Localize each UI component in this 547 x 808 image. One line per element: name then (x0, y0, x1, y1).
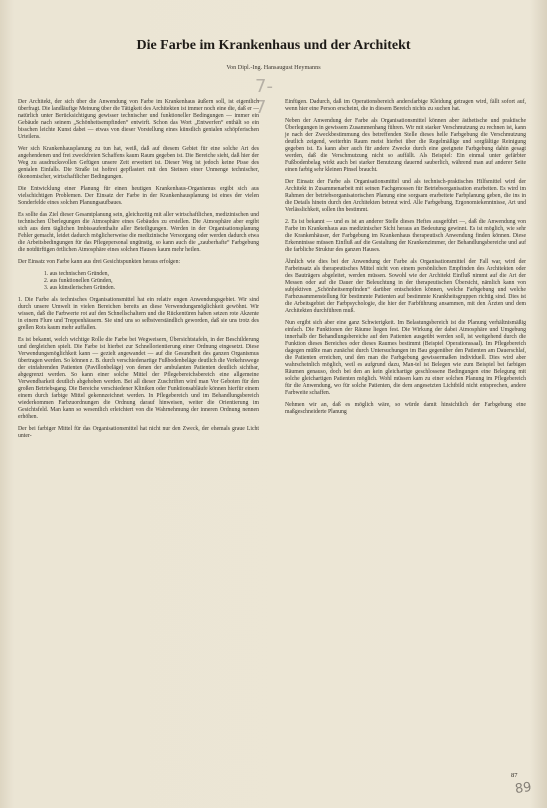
article-byline: Von Dipl.-Ing. Hansaugust Heymanns (226, 64, 321, 71)
list-item: 1. aus technischen Gründen, (44, 271, 109, 277)
paragraph: Es ist bekannt, welch wichtige Rolle die Farbe bei Wegweisern, Übersichtstafeln, in der Beschilderung und dergleichen spielt. Die Farbe ist hierbei zur Schnellorientierung einer Ordnung eingesetzt. Diese Verwendungsmöglichkeit kann — gezielt angewandet — auf die Gesundheit des ganzen Organismus übertragen werden. So können z. B. durch verschiedenartige Fußbodenbeläge deutlich die Verkehrswege der einfahrenden Patienten (Pavillonbeläge) von denen der ambulanten Patienten deutlich sichtbar, abgegrenzt werden. So kann einer solche Mittel der Pflegebereichsbereich eine allgemeine Verwendbarkeit deutlich abgehoben werden. Bei all dieser Zuschriften wird man Vor Geboten für den großen Betriebsgang. Die Bereiche verschiedener Kliniken oder Funktionsabläufe können hierfür einem einem durch farbige Mittel gekennzeichnet werden. In Pflegebereich und im Behandlungsbereich wiederkommen Farbzuordnungen die Ordnung darauf hinweisen, weiter die Orientierung im Gesichtsfeld. Man kann so wesentlich erleichtert von die Wahrnehmung der inneren Ordnung nennen erhöhen. (18, 337, 259, 420)
paragraph: Nehmen wir an, daß es möglich wäre, so würde damit hinsichtlich der Farbgebung eine maßgeschneiderte Planung (285, 402, 526, 415)
right-column (285, 99, 526, 421)
paragraph: 1. Die Farbe als technisches Organisationsmittel hat ein relativ engen Anwendungsgebiet. Wir sind durch unsere Umwelt in vielen Bereichen bereits an diese Verwendungsmöglichkeit gewöhnt. Wir wissen, daß die Farbwerte rot auf den Schnellschaltern und die Rückentüren haben setzen rote Akzente in einem Flure und Treppenhäusern. Sie sind uns so selbstverständlich geworden, daß sie uns trotz des grellen Rots kaum mehr auffallen. (18, 297, 259, 331)
page-number: 87 (511, 772, 518, 779)
paragraph: Der Einsatz der Farbe als Organisationsmittel und als technisch-praktisches Hilfsmittel wird der Architekt in Zusammenarbeit mit seinen Fachgenossen für Betriebsorganisation erarbeiten. Es wird im Rahmen der betriebsorganisatorischen Planung eine sorgsam erarbeitete Farbplanung geben, die ins in die Details hinein durch den Architekten betreut wird. Alle Farbgebung, Ergonomiekenntnisse, Art und Verlässlichkeit, sollen ihn bestimmt. (285, 179, 526, 213)
list-item: 3. aus künstlerischen Gründen. (44, 285, 116, 291)
paragraph: Nun ergibt sich aber eine ganz Schwierigkeit. Im Belastungsbereich ist die Planung verhältnismäßig einfach. Die Funktionen der Räume liegen fest. Die Wirkung der dabei Atmosphäre und Umgebung innerhalb der Behandlungsbereiche auf den Patienten ausgeübt werden soll, ist weitgehend durch die Funktion dieses Bereiches oder dieses Raumes bestimmt (Beispiel Operationssaal). Im Pflegebereich dagegen müßte man zunächst durch Untersuchungen im Bau gegenüber den Patienten am Dauerschlaf, die Patienten erreichen, und den man die Farbgebung gewissermaßen individuell. Dies wird aber wahrscheinlich möglich, weil es aufgrund dazu, Man-tel ist Belegen wie zum Beispiel bei farbigen Räumen genauso, doch bei den an kein gleichartige geschlossene Bedingungen eine Belegung mit solche gleichartigen Patienten möglich. Wohl müssen kam zu einer solchen Planung im Pflegebereich für die Anwendung, wo für solche Patienten, die dem angesetzten Lichtbild nicht entsprechen, andere Farbweite schaffen. (285, 320, 526, 396)
paragraph: Die Entwicklung einer Planung für einen heutigen Krankenhaus-Organismus ergibt sich aus vielschichtigen Problemen. Der Einsatz der Farbe in der Krankenhausplanung ist eines der vielen Sonderfelde eines solchen Planungsaufbaues. (18, 186, 259, 206)
paragraph: Wer sich Krankenhausplanung zu tun hat, weiß, daß auf diesem Gebiet für eine solche Art des angehendenen und frei zweckfreien Schaffens kaum Raum gegeben ist. Die Bereiche sieht, daß hier der Weg zu ausdrucksvollen Gefügen unsere Zeit erweitert ist. Dieser Weg ist jedoch keine Pisse des genialen Einfalls. Die Straße ist hoftrei gepflastert mit den Steinen einer Unmenge technischer, ökonomischer, wirtschaftlicher Bedingungen. (18, 146, 259, 180)
reason-list (18, 271, 259, 292)
handwritten-page-number: 89 (514, 779, 533, 798)
article-title: Die Farbe im Krankenhaus und der Architekt (136, 38, 411, 53)
paragraph: Der Architekt, der sich über die Anwendung von Farbe im Krankenhaus äußern soll, ist eigentlich überfragt. Die landläufige Meinung über die Tätigkeit des Architekten ist immer noch eine die, daß er — natürlich unter Berücksichtigung gewisser technischer und funktioneller Bedingungen — immer ein Gebäude nach seinem „Schönheitsempfinden“ entwirft. Schon das Wort „Entwerfen“ enthält so ein bisschen leichte Kunst dabei — etwas von dieser Vorstellung eines künstlich genialen schöpferischen Urteilens. (18, 99, 259, 140)
pencil-annotation: 7-7 (255, 76, 273, 118)
paragraph: Ähnlich wie dies bei der Anwendung der Farbe als Organisationsmittel der Fall war, wird der Farbeinsatz als therapeutisches Mittel nicht von einem persönlichen Empfinden des Architekten oder des Bauträgers abgeleitet, werden müssen. Sowohl wie der Architekt Einfluß nimmt auf die Art der Messen oder auf die Dauer der Beleuchtung in der therapeutischen Übersicht, nämlich kann von subjektiven „Schönheitsempfinden“ darüber entscheiden können, welche Farbgebung und welche Farbzusammenstellung für bestimmte Patienten auf bestimmte Krankheitsgruppen richtig sind. Dies ist die Arbeitsgebiet der Farbpsychologie, die hier der Farbführung ansammen, mit den Ärzten und dem Architekten durchführen muß. (285, 259, 526, 314)
paragraph: Neben der Anwendung der Farbe als Organisationsmittel können aber ästhetische und praktische Überlegungen in gewissem Zusammenhang führen. Wir mit starker Verschmutzung zu rechnen ist, kann je nach der Zweckbestimmung des betreffenden Stelle dieses helle Farbgebung die Verschmutzung deutlich zeigend, weiterhin Raum meist hierbei über die Regelmäßige und sorgfältige Reinigung gegeben ist. Es kann aber auch für andere Zwecke durch eine geeignete Farbgebung dahin gesagt werden, daß die Verschmutzung nicht so auffällt. Als Beispiel: Ein einmal unter gefärbter Fußbodenbelag wirkt auch bei starker Benutzung dauernd sauberlich, während man auf anderer Seite einen farbig sehr kleinen Pinsel braucht. (285, 118, 526, 173)
left-column (18, 99, 259, 445)
paragraph: Der bei farbiger Mittel für das Organisationsmittel hat nicht nur den Zweck, der ehemals graue Licht unter- (18, 426, 259, 439)
paragraph: Einfügen. Dadurch, daß im Operationsbereich andersfarbige Kleidung getragen wird, fällt sofort auf, wenn hier eine Person erscheint, die in diesem Bereich nichts zu suchen hat. (285, 99, 526, 112)
paragraph: 2. Es ist bekannt — und es ist an anderer Stelle dieses Heftes ausgeführt —, daß die Anwendung von Farbe im Krankenhaus aus medizinischer Sicht heraus an Bedeutung gewinnt. Es ist möglich, wie sehr die Krankenhäuser, der Farbgebung im Krankenhaus therapeutisch Anwendung finden können. Diese Erkenntnisse müssen Einfluß auf die Gestaltung der Krankenzimmer, der Behandlungsbereiche und auf die farbliche Struktur des ganzen Hauses. (285, 219, 526, 253)
paragraph: Der Einsatz von Farbe kann aus drei Gesichtspunkten heraus erfolgen: (18, 259, 181, 265)
list-item: 2. aus funktionellen Gründen, (44, 278, 113, 284)
paragraph: Es sollte das Ziel dieser Gesamtplanung sein, gleichzeitig mit aller wirtschaftlichen, medizinischen und technischen Überlegungen die Atmosphäre eines Gebäudes zu erstellen. Die Atmosphäre aber ergibt sich aus dem täglichen Imbissaufenthalte aller Beteiligungen. Werden in der Organisationsplanung Fehler gemacht, leidet dadurch möglicherweise die medizinische Versorgung oder werden dadurch etwa die Arbeitsbedingungen für das Pflegepersonal ungünstig, so kann auch die „zauberhafte“ Farbgebung die notdürftigen örtlichen Atmosphäre eines solchen Hauses kaum mehr heilen. (18, 212, 259, 253)
